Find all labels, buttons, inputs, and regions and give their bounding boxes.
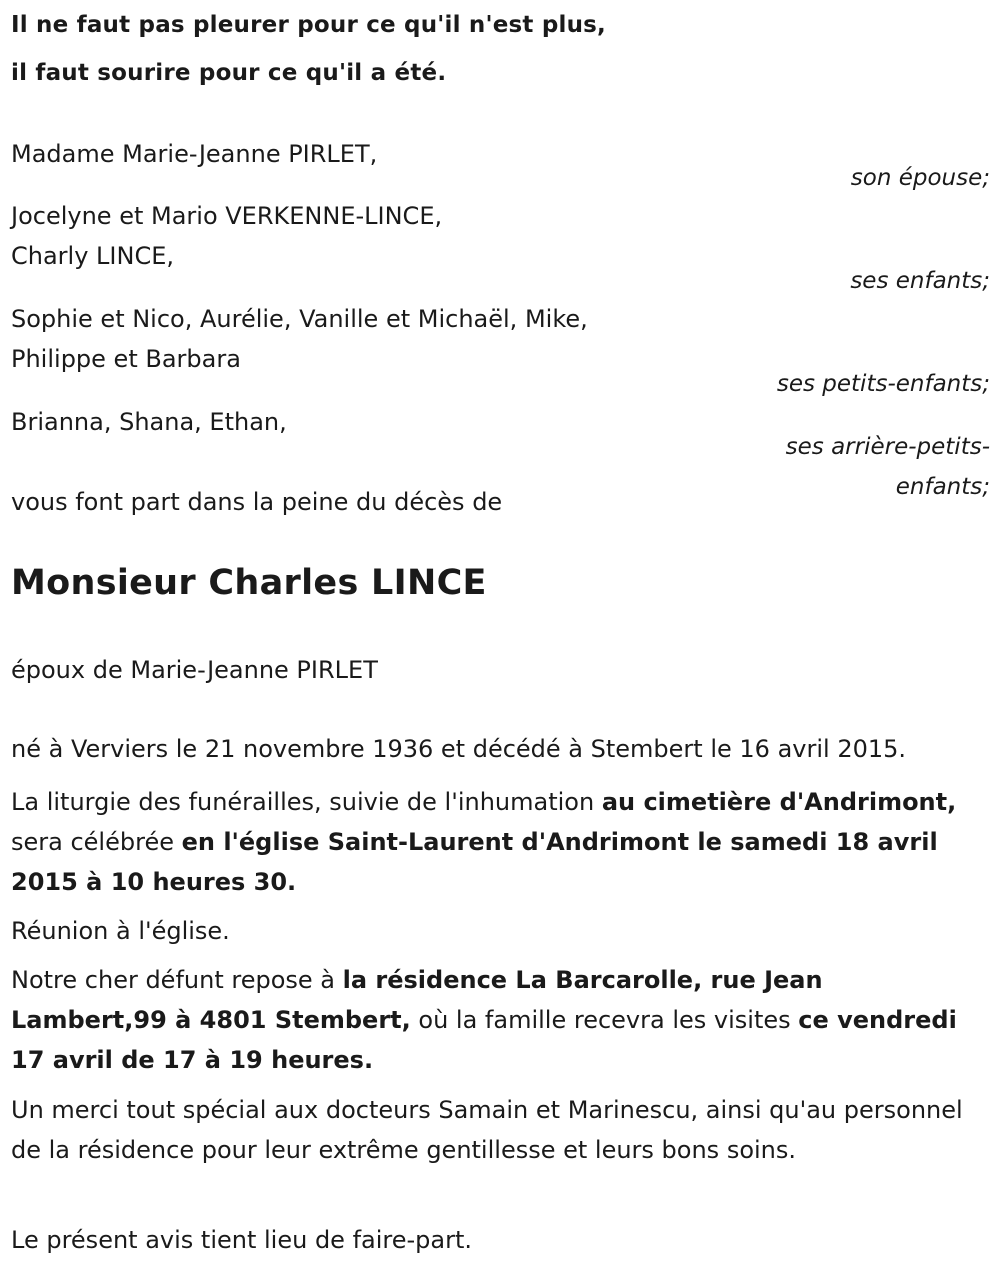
funeral-paragraph xyxy=(11,782,986,902)
meeting-paragraph: Réunion à l'église. xyxy=(11,917,230,945)
spouse-relation: son épouse; xyxy=(850,165,990,191)
visitation-text-2: où la famille recevra les visites xyxy=(410,1006,799,1034)
quote-line-1: Il ne faut pas pleurer pour ce qu'il n'est plus, xyxy=(11,12,606,38)
deceased-spouse-of: époux de Marie-Jeanne PIRLET xyxy=(11,656,378,684)
quote-line-2: il faut sourire pour ce qu'il a été. xyxy=(11,60,447,86)
visitation-time-bold: ce vendredi 17 avril de 17 à 19 heures. xyxy=(11,1006,957,1074)
children-name-2: Charly LINCE, xyxy=(11,242,174,270)
announcement: vous font part dans la peine du décès de xyxy=(11,488,503,516)
grandchildren-name-1: Sophie et Nico, Aurélie, Vanille et Michaël, Mike, xyxy=(11,305,588,333)
great-grandchildren-name: Brianna, Shana, Ethan, xyxy=(11,408,287,436)
spouse-name: Madame Marie-Jeanne PIRLET, xyxy=(11,140,378,168)
funeral-date-bold: en l'église Saint-Laurent d'Andrimont le samedi 18 avril 2015 à 10 heures 30. xyxy=(11,828,938,896)
funeral-text-1: La liturgie des funérailles, suivie de l'inhumation xyxy=(11,788,602,816)
children-relation: ses enfants; xyxy=(850,268,990,294)
thanks-paragraph: Un merci tout spécial aux docteurs Samain et Marinescu, ainsi qu'au personnel de la résidence pour leur extrême gentillesse et leurs bons soins. xyxy=(11,1096,963,1164)
visitation-text-1: Notre cher défunt repose à xyxy=(11,966,343,994)
grandchildren-relation: ses petits-enfants; xyxy=(776,371,990,397)
grandchildren-name-2: Philippe et Barbara xyxy=(11,345,241,373)
visitation-location-bold: la résidence La Barcarolle, rue Jean Lambert,99 à 4801 Stembert, xyxy=(11,966,823,1034)
great-grandchildren-relation-line-2: enfants; xyxy=(895,474,990,500)
funeral-text-2: sera célébrée xyxy=(11,828,182,856)
children-name-1: Jocelyne et Mario VERKENNE-LINCE, xyxy=(11,202,443,230)
closing-paragraph: Le présent avis tient lieu de faire-part. xyxy=(11,1226,473,1254)
birth-death: né à Verviers le 21 novembre 1936 et décédé à Stembert le 16 avril 2015. xyxy=(11,735,907,763)
funeral-location-bold: au cimetière d'Andrimont, xyxy=(601,788,957,816)
visitation-paragraph xyxy=(11,960,986,1080)
deceased-name: Monsieur Charles LINCE xyxy=(11,563,487,603)
great-grandchildren-relation-line-1: ses arrière-petits- xyxy=(785,434,990,460)
